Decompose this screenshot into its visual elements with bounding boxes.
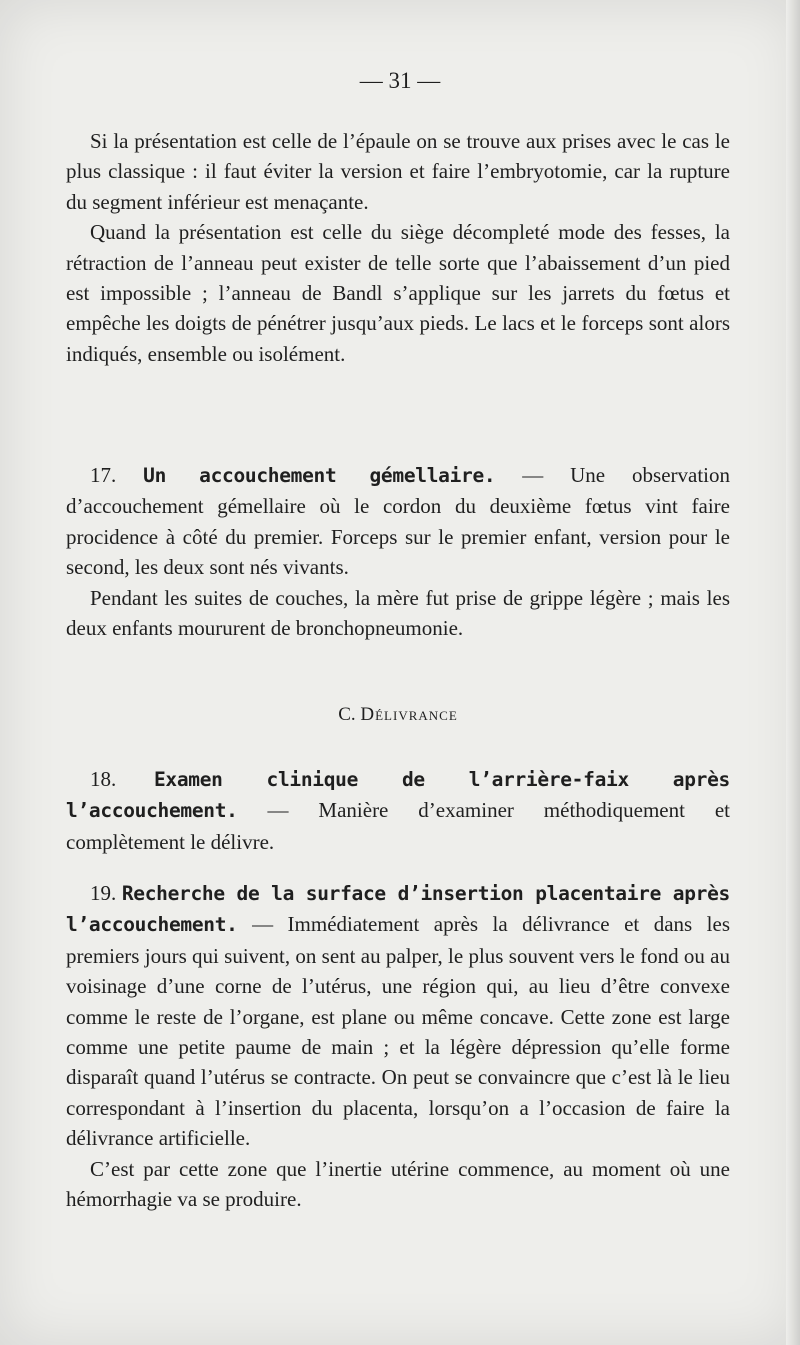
page-edge bbox=[786, 0, 800, 1345]
page-number: — 31 — bbox=[359, 68, 441, 93]
section-c-name: Délivrance bbox=[360, 704, 458, 725]
section-19-paragraph-2: C’est par cette zone que l’inertie utérine commence, au moment où une hémorrhagie va se produire. bbox=[66, 1156, 730, 1212]
section-c-letter: C. bbox=[338, 704, 356, 725]
section-17-number: 17. bbox=[90, 463, 117, 487]
section-19-text: — Immédiatement après la délivrance et dans les premiers jours qui suivent, on sent au palper, le plus souvent vers le fond ou au voisinage d’une corne de l’utérus, une région qui, au lieu d’être convexe comme le reste de l’organe, est plane ou même concave. Cette zone est large comme une petite paume de main ; et la légère dépression qu’elle forme disparaît quand l’utérus se contracte. On peut se convaincre que c’est là le lieu correspondant à l’insertion du placenta, lorsqu’on a l’occasion de faire la délivrance artificielle. bbox=[66, 912, 730, 1151]
section-19-paragraph bbox=[66, 878, 730, 1154]
section-19-number: 19. bbox=[90, 881, 117, 905]
section-19-title: Recherche de la surface d’insertion placentaire après l’accouchement. bbox=[66, 882, 730, 937]
section-18-text: — Manière d’examiner méthodiquement et complètement le délivre. bbox=[66, 798, 730, 854]
section-17 bbox=[66, 460, 730, 643]
section-17-paragraph bbox=[66, 460, 730, 583]
section-19 bbox=[66, 878, 730, 1214]
paragraph-shoulder-presentation: Si la présentation est celle de l’épaule on se trouve aux prises avec le cas le plus classique : il faut éviter la version et faire l’embryotomie, car la rupture du segment inférieur est menaçante. bbox=[66, 129, 730, 214]
paragraph-breech-presentation: Quand la présentation est celle du siège décompleté mode des fesses, la rétraction de l’anneau peut exister de telle sorte que l’abaissement d’un pied est impossible ; l’anneau de Bandl s’applique sur les jarrets du fœtus et empêche les doigts de pénétrer jusqu’aux pieds. Le lacs et le forceps sont alors indiqués, ensemble ou isolément. bbox=[66, 220, 730, 366]
body-text-top bbox=[66, 126, 730, 369]
section-17-title: Un accouchement gémellaire. bbox=[143, 464, 496, 487]
section-17-text: — Une observation d’accouchement gémellaire où le cordon du deuxième fœtus vint faire procidence à côté du premier. Forceps sur le premier enfant, version pour le second, les deux sont nés vivants. bbox=[66, 463, 731, 580]
section-18 bbox=[66, 764, 730, 857]
section-c-title bbox=[66, 700, 730, 730]
section-18-title: Examen clinique de l’arrière-faix après l’accouchement. bbox=[66, 768, 730, 823]
section-17-paragraph-2: Pendant les suites de couches, la mère fut prise de grippe légère ; mais les deux enfants moururent de bronchopneumonie. bbox=[66, 585, 730, 641]
section-18-number: 18. bbox=[90, 767, 117, 791]
section-c-heading bbox=[66, 700, 730, 730]
section-18-paragraph bbox=[66, 764, 730, 857]
